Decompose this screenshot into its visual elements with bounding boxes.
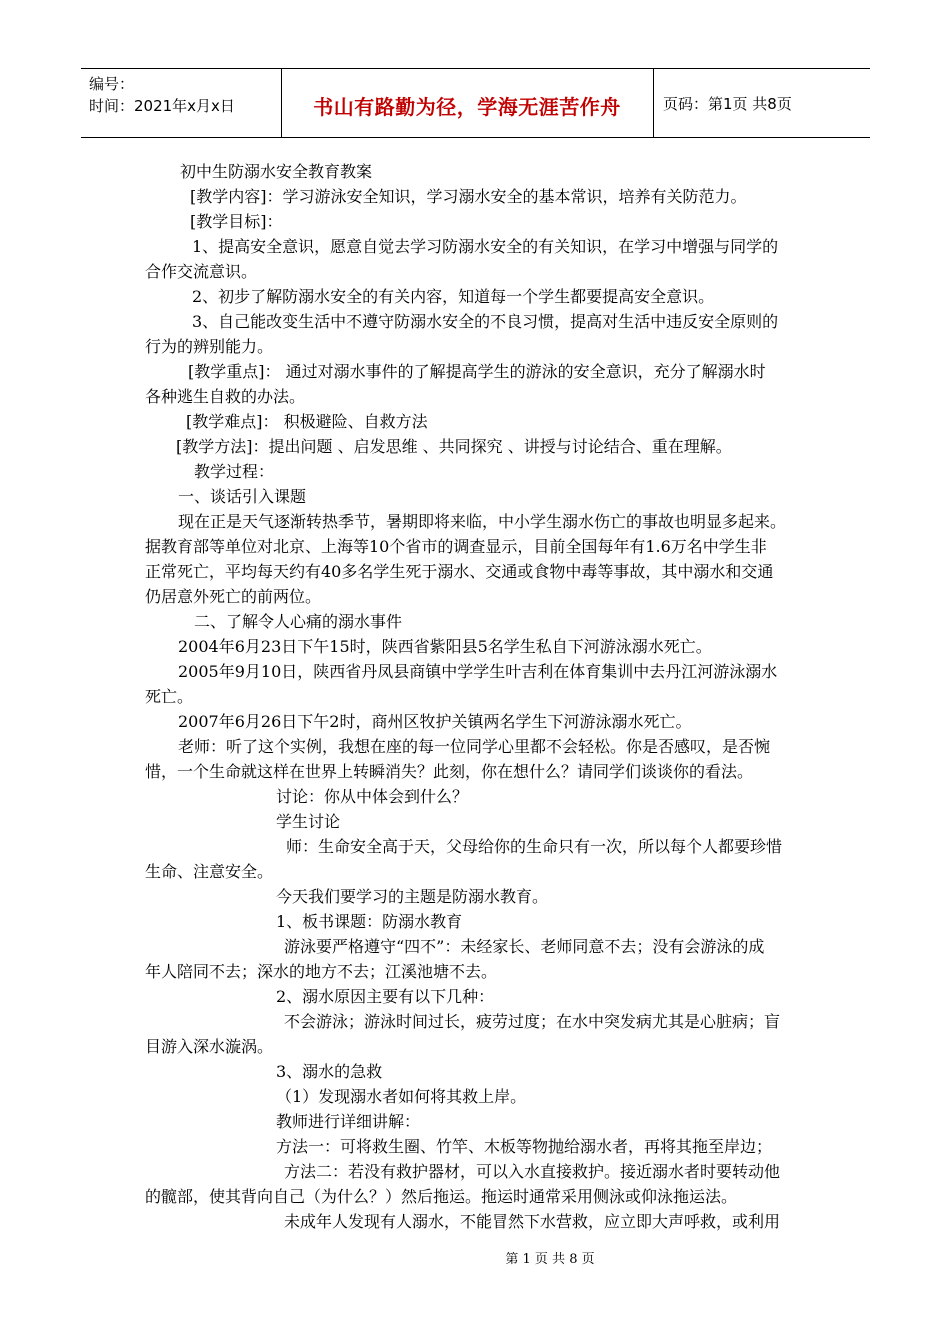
text-line: 教学过程： <box>194 462 275 481</box>
text-line: 今天我们要学习的主题是防溺水教育。 <box>276 887 549 906</box>
text-line: 师：生命安全高于天，父母给你的生命只有一次，所以每个人都要珍惜 <box>286 837 783 856</box>
text-line: 各种逃生自救的办法。 <box>145 387 306 406</box>
text-line: 行为的辨别能力。 <box>145 337 274 356</box>
text-line: 讨论：你从中体会到什么？ <box>276 787 469 806</box>
text-line: 死亡。 <box>145 687 194 706</box>
date-label: 时间：2021年x月x日 <box>89 97 235 115</box>
motto-text: 书山有路勤为径，学海无涯苦作舟 <box>313 95 621 119</box>
text-line: 方法二：若没有救护器材，可以入水直接救护。接近溺水者时要转动他 <box>284 1162 781 1181</box>
text-line: [教学目标]： <box>190 212 283 231</box>
text-line: 目游入深水漩涡。 <box>145 1037 274 1056</box>
text-line: 生命、注意安全。 <box>145 862 274 881</box>
text-line: 3、溺水的急救 <box>276 1062 383 1081</box>
text-line: 仍居意外死亡的前两位。 <box>145 587 322 606</box>
section-heading: 一、谈话引入课题 <box>178 487 307 506</box>
doc-title: 初中生防溺水安全教育教案 <box>180 162 373 181</box>
text-line: 惜，一个生命就这样在世界上转瞬消失？此刻，你在想什么？请同学们谈谈你的看法。 <box>145 762 754 781</box>
text-line: 年人陪同不去；深水的地方不去；江溪池塘不去。 <box>145 962 498 981</box>
text-line: 不会游泳；游泳时间过长，疲劳过度；在水中突发病尤其是心脏病；盲 <box>284 1012 781 1031</box>
text-line: 据教育部等单位对北京、上海等10个省市的调查显示，目前全国每年有1.6万名中学生非 <box>145 537 767 556</box>
text-line: 2007年6月26日下午2时，商州区牧护关镇两名学生下河游泳溺水死亡。 <box>178 712 692 731</box>
text-line: 现在正是天气逐渐转热季节，暑期即将来临，中小学生溺水伤亡的事故也明显多起来。 <box>178 512 787 531</box>
text-line: 方法一：可将救生圈、竹竿、木板等物抛给溺水者，再将其拖至岸边； <box>276 1137 773 1156</box>
text-line: 1、板书课题：防溺水教育 <box>276 912 463 931</box>
text-line: 老师：听了这个实例，我想在座的每一位同学心里都不会轻松。你是否感叹，是否惋 <box>178 737 771 756</box>
text-line: 正常死亡，平均每天约有40多名学生死于溺水、交通或食物中毒等事故，其中溺水和交通 <box>145 562 774 581</box>
header-left-cell <box>81 69 282 137</box>
text-line: 的髋部，使其背向自己（为什么？）然后拖运。拖运时通常采用侧泳或仰泳拖运法。 <box>145 1187 738 1206</box>
page-code: 页码：第1页 共8页 <box>663 95 792 113</box>
text-line: （1）发现溺水者如何将其救上岸。 <box>276 1087 527 1106</box>
text-line: 2、初步了解防溺水安全的有关内容，知道每一个学生都要提高安全意识。 <box>192 287 715 306</box>
header-motto-cell <box>281 69 654 137</box>
section-heading: 二、了解令人心痛的溺水事件 <box>194 612 403 631</box>
number-label: 编号： <box>89 75 135 93</box>
text-line: [教学重点]： 通过对溺水事件的了解提高学生的游泳的安全意识，充分了解溺水时 <box>188 362 766 381</box>
text-line: 3、自己能改变生活中不遵守防溺水安全的不良习惯，提高对生活中违反安全原则的 <box>192 312 779 331</box>
page-footer <box>0 1248 950 1267</box>
text-line: 教师进行详细讲解： <box>276 1112 421 1131</box>
header-page-cell <box>653 69 869 137</box>
text-line: 2005年9月10日，陕西省丹凤县商镇中学学生叶吉利在体育集训中去丹江河游泳溺水 <box>178 662 778 681</box>
text-line: 未成年人发现有人溺水，不能冒然下水营救，应立即大声呼救，或利用 <box>284 1212 781 1231</box>
text-line: [教学难点]： 积极避险、自救方法 <box>186 412 428 431</box>
text-line: [教学内容]：学习游泳安全知识，学习溺水安全的基本常识，培养有关防范力。 <box>190 187 747 206</box>
text-line: 2、溺水原因主要有以下几种： <box>276 987 495 1006</box>
text-line: 学生讨论 <box>276 812 341 831</box>
text-line: 1、提高安全意识，愿意自觉去学习防溺水安全的有关知识，在学习中增强与同学的 <box>192 237 779 256</box>
footer-page-number: 第 1 页 共 8 页 <box>505 1252 595 1267</box>
text-line: 2004年6月23日下午15时，陕西省紫阳县5名学生私自下河游泳溺水死亡。 <box>178 637 712 656</box>
text-line: [教学方法]：提出问题 、启发思维 、共同探究 、讲授与讨论结合、重在理解。 <box>176 437 732 456</box>
text-line: 合作交流意识。 <box>145 262 258 281</box>
page-header <box>81 68 870 138</box>
text-line: 游泳要严格遵守“四不”：未经家长、老师同意不去；没有会游泳的成 <box>284 937 765 956</box>
